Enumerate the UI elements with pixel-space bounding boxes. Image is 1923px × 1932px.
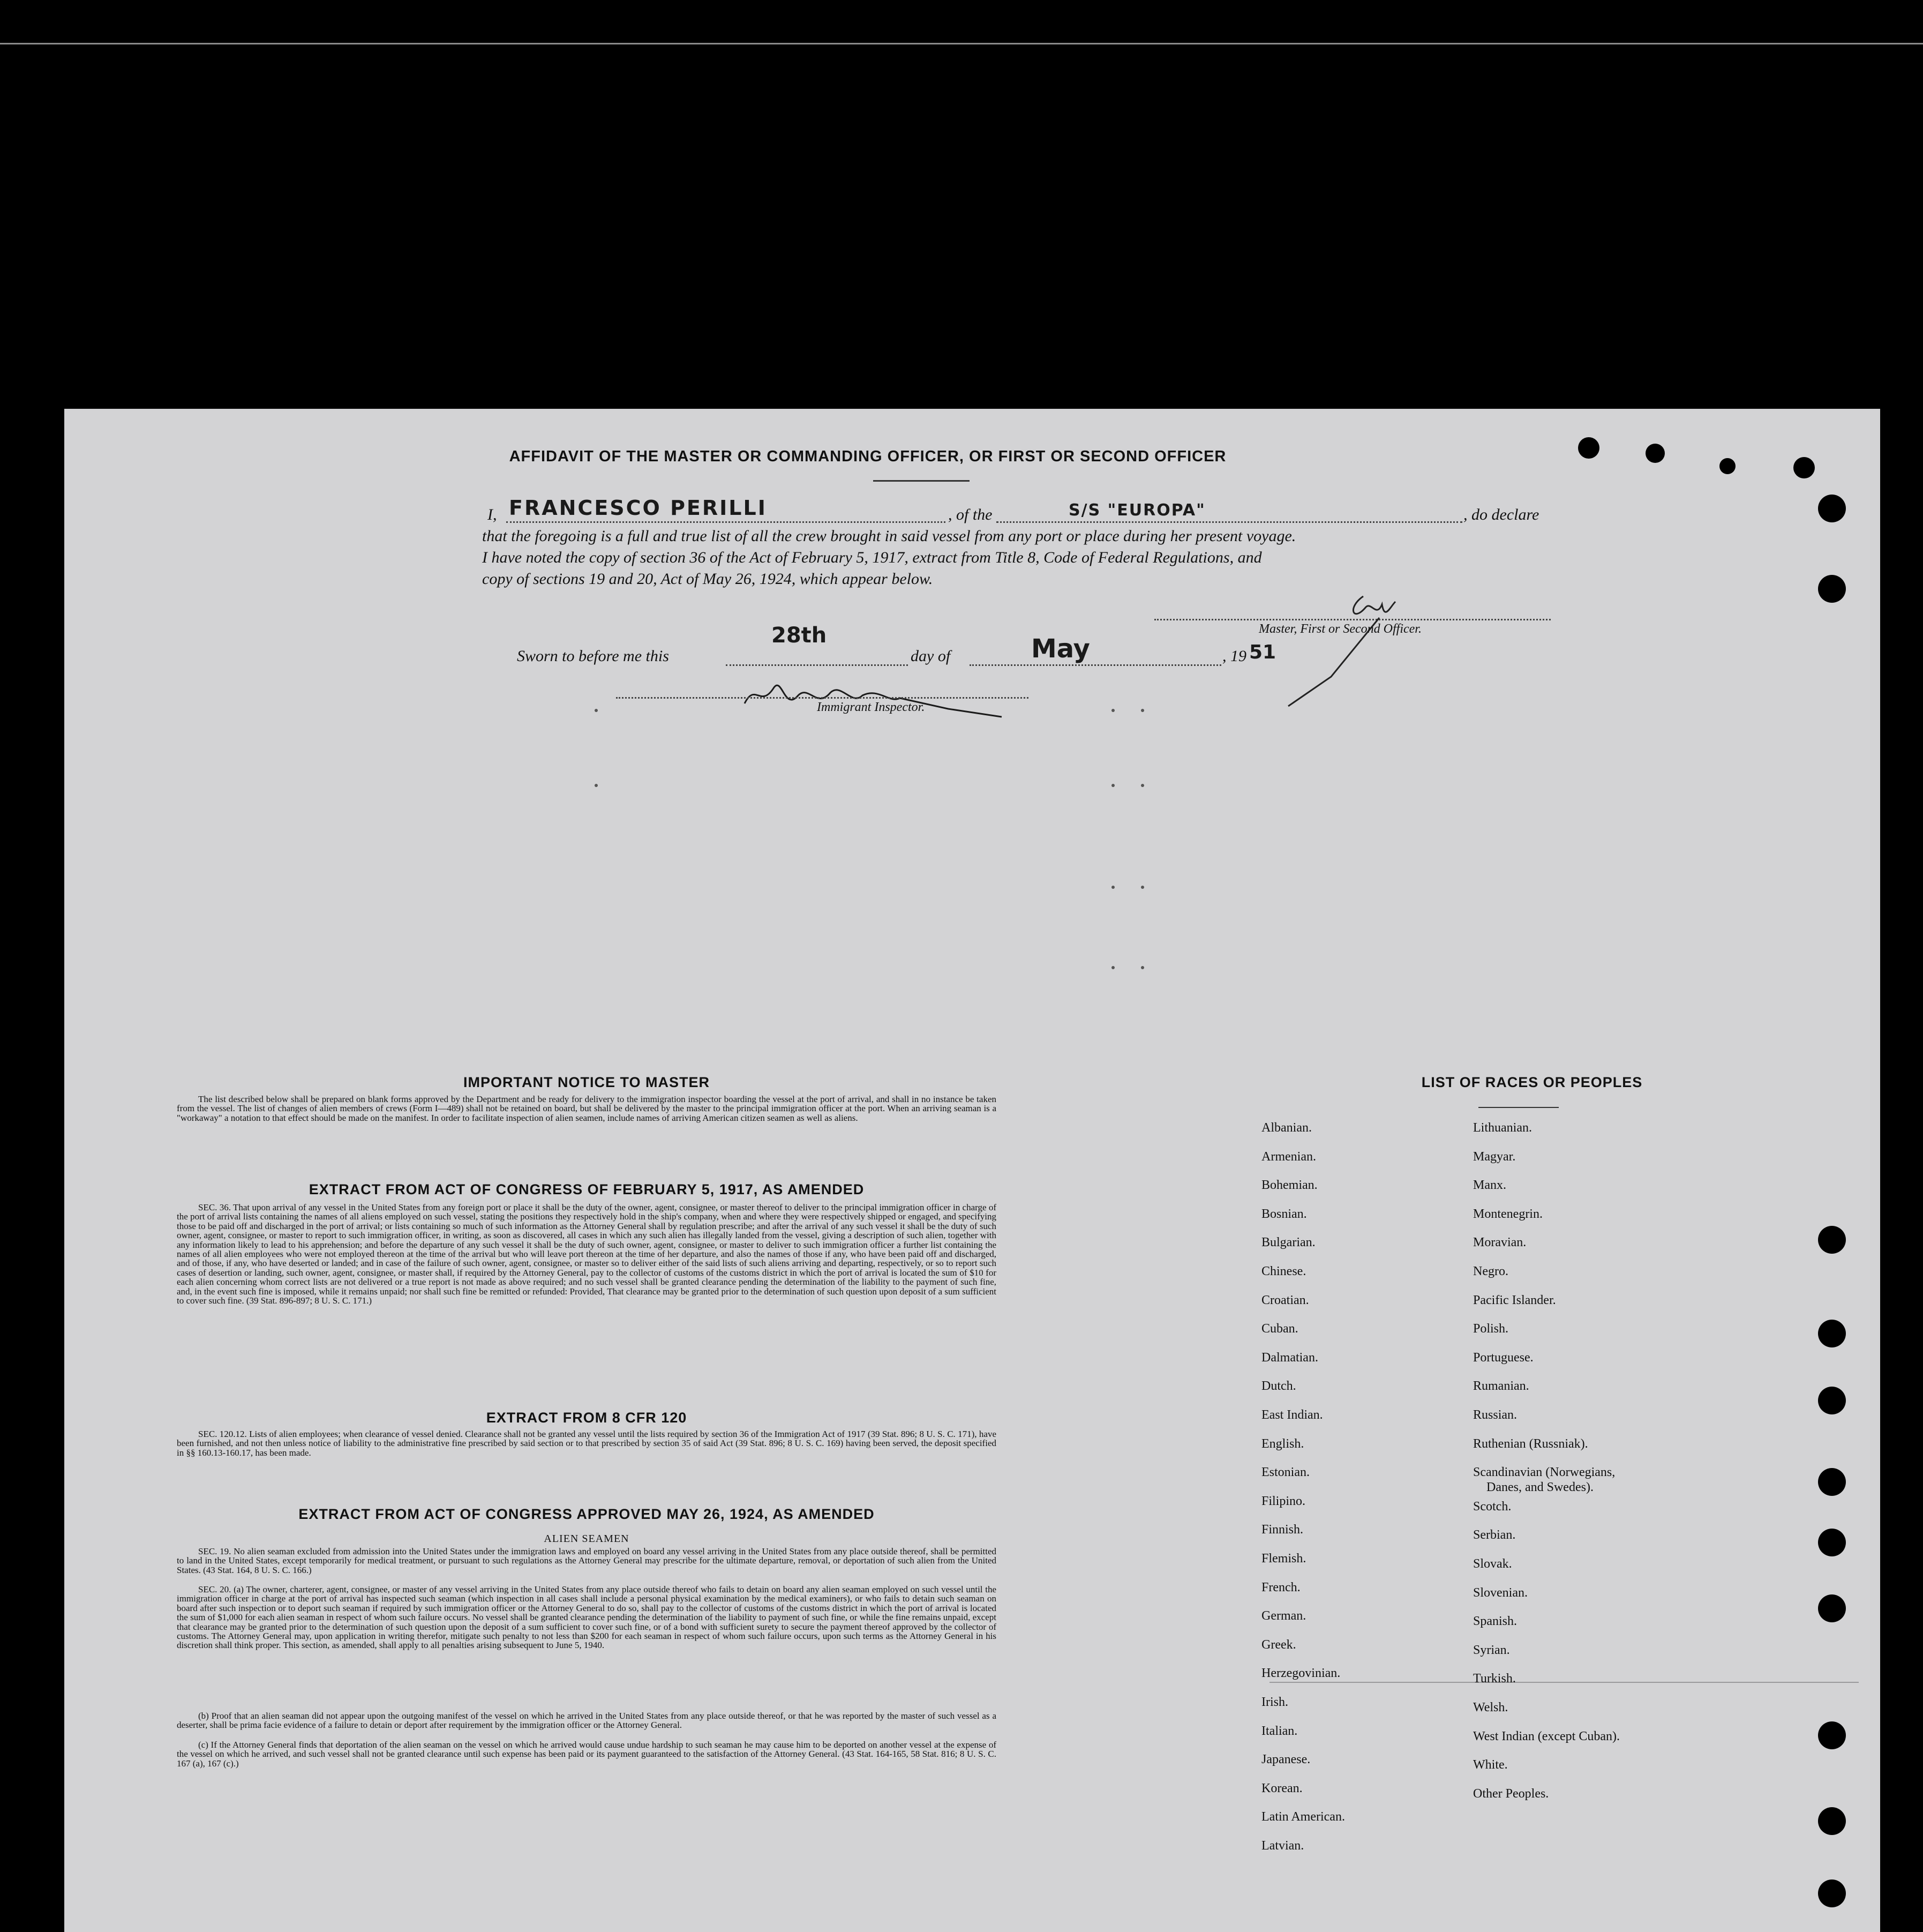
i-label: I, (487, 506, 497, 523)
race-item: Filipino. (1261, 1494, 1306, 1508)
officer-name-handwritten: FRANCESCO PERILLI (509, 496, 767, 520)
race-item: White. (1473, 1758, 1508, 1772)
declaration-line-3: I have noted the copy of section 36 of the Act of February 5, 1917, extract from Title 8, Code of Federal Regulations, and (482, 549, 1262, 566)
race-item: Estonian. (1261, 1465, 1310, 1480)
year-prefix: , 19 (1222, 647, 1246, 665)
sec19-body: SEC. 19. No alien seaman excluded from admission into the United States under the immigration laws and employed on board any vessel arriving in the United States from any place outside thereof, shall be permitted to land in the United States, except temporarily for medical treatment, or pursuant to such regulations as the Attorney General may prescribe for the ultimate departure, removal, or deportation of such alien from the United States. (43 Stat. 164, 8 U. S. C. 166.) (177, 1546, 996, 1575)
race-item: Bulgarian. (1261, 1235, 1316, 1250)
punch-hole-right-5 (1818, 1387, 1846, 1414)
bleed-through-mark (1141, 784, 1144, 787)
year-suffix: 51 (1249, 641, 1276, 663)
race-item: Dutch. (1261, 1379, 1296, 1394)
race-item: Lithuanian. (1473, 1121, 1532, 1135)
inspector-signature (723, 666, 1023, 725)
race-item: Pacific Islander. (1473, 1293, 1556, 1307)
race-item: Herzegovinian. (1261, 1666, 1341, 1681)
extract-1917-body: SEC. 36. That upon arrival of any vessel in the United States from any foreign port or place it shall be the duty of the owner, agent, consignee, or master thereof to deliver to the principal immigration officer in charge of the port of arrival lists containing the names of all aliens employed on such vessel, stating the positions they respectively hold in the ship's company, when and where they were respectively shipped or engaged, and specifying those to be paid off and discharged in the port of arrival; or lists containing so much of such information as the Attorney General shall by regulation prescribe; and after the arrival of any such vessel it shall be the duty of such owner, agent, consignee, or master to report to such immigration officer, in writing, as soon as discovered, all cases in which any such alien has illegally landed from the vessel, giving a description of such alien, together with any information likely to lead to his apprehension; and before the departure of any such vessel it shall be the duty of such owner, agent, consignee, or master to deliver to such immigration officer a further list containing the names of all alien employees who were not employed thereon at the time of the arrival but who will leave port thereon at the time of her departure, and also the names of those if any, who have been paid off and discharged, and of those, if any, who have deserted or landed; and in case of the failure of such owner, agent, consignee, or master so to deliver either of the said lists of such aliens arriving and departing, respectively, or so to report such cases of desertion or landing, such owner, agent, consignee, or master shall, if required by the Attorney General, pay to the collector of customs of the customs district in which the port of arrival is located the sum of $10 for each alien concerning whom correct lists are not delivered or a true report is not made as above required; and no such vessel shall be granted clearance pending the determination of the liability to the payment of such fine, and, in the event such fine is imposed, while it remains unpaid; nor shall such fine be remitted or refunded: Provided, That clearance may be granted prior to the determination of such question upon deposit of a sum sufficient to cover such fine. (39 Stat. 896-897; 8 U. S. C. 171.) (177, 1202, 996, 1306)
bleed-through-mark (595, 709, 598, 712)
race-item: Negro. (1473, 1264, 1508, 1278)
declaration-line-2: that the foregoing is a full and true list of all the crew brought in said vessel from any port or place during her present voyage. (482, 527, 1296, 545)
race-item: French. (1261, 1580, 1301, 1594)
extract-1917-title: EXTRACT FROM ACT OF CONGRESS OF FEBRUARY 5, 1917, AS AMENDED (309, 1181, 865, 1197)
race-item: Cuban. (1261, 1322, 1298, 1336)
punch-hole-right-1 (1818, 495, 1846, 522)
race-item: English. (1261, 1436, 1304, 1451)
race-item: Manx. (1473, 1178, 1506, 1193)
race-item: Bohemian. (1261, 1178, 1318, 1193)
vessel-line (996, 521, 1462, 523)
race-item: Scotch. (1473, 1499, 1512, 1514)
punch-hole-right-4 (1818, 1320, 1846, 1347)
bleed-through-mark (1111, 784, 1115, 787)
punch-hole-right-2 (1818, 575, 1846, 603)
race-item: Welsh. (1473, 1701, 1508, 1714)
document-sheet (64, 409, 1880, 1932)
sworn-label: Sworn to before me this (517, 647, 669, 665)
race-item: Italian. (1261, 1724, 1298, 1738)
race-item: Irish. (1261, 1695, 1288, 1709)
race-item: Serbian. (1473, 1528, 1516, 1542)
cfr-body: SEC. 120.12. Lists of alien employees; when clearance of vessel denied. Clearance shall not be granted any vessel until the lists required by section 36 of the Immigration Act of 1917 (39 Stat. 896; 8 U. S. C. 171), have been furnished, and not then unless notice of liability to the administrative fine prescribed by said section or to that prescribed by section 35 of said Act (39 Stat. 896; 8 U. S. C. 169) having been served, the deposit specified in §§ 160.13-160.17, has been made. (177, 1429, 996, 1458)
race-item: Dalmatian. (1261, 1350, 1318, 1365)
bleed-through-mark (1111, 709, 1115, 712)
sec20c-body: (c) If the Attorney General finds that deportation of the alien seaman on the vessel on which he arrived would cause undue hardship to such seaman he may cause him to be deported on another vessel at the expense of the vessel on which he arrived, and such vessel shall not be granted clearance until such expense has been paid or its payment guaranteed to the satisfaction of the Attorney General. (43 Stat. 164-165, 58 Stat. 816; 8 U. S. C. 167 (a), 167 (c).) (177, 1740, 996, 1769)
race-item: Japanese. (1261, 1753, 1311, 1767)
master-caption: Master, First or Second Officer. (1259, 622, 1422, 636)
race-item: Danes, and Swedes). (1486, 1480, 1594, 1495)
race-item: Chinese. (1261, 1264, 1306, 1278)
inspector-signature-line (616, 697, 1028, 699)
race-item: Ruthenian (Russniak). (1473, 1436, 1588, 1451)
race-item: German. (1261, 1609, 1306, 1623)
race-item: West Indian (except Cuban). (1473, 1729, 1620, 1743)
race-item: Russian. (1473, 1408, 1518, 1422)
cfr-title: EXTRACT FROM 8 CFR 120 (486, 1410, 687, 1426)
sworn-day: 28th (771, 623, 827, 648)
race-item: Moravian. (1473, 1235, 1527, 1250)
bleed-through-mark (1141, 966, 1144, 969)
bleed-through-mark (1111, 966, 1115, 969)
race-item: Other Peoples. (1473, 1786, 1549, 1801)
punch-hole-right-10 (1818, 1807, 1846, 1835)
sec20b-body: (b) Proof that an alien seaman did not appear upon the outgoing manifest of the vessel on which he arrived in the United States from any place outside thereof, or that he was reported by the master of such vessel as a deserter, shall be prima facie evidence of a failure to detain or deport after requirement by the immigration officer or the Attorney General. (177, 1711, 996, 1731)
punch-hole-right-8 (1818, 1594, 1846, 1622)
master-signature (1256, 586, 1433, 709)
extract-1924-title: EXTRACT FROM ACT OF CONGRESS APPROVED MAY 26, 1924, AS AMENDED (298, 1506, 875, 1522)
punch-hole-top-3 (1719, 458, 1736, 474)
race-item: Albanian. (1261, 1121, 1312, 1135)
bleed-through-mark (595, 784, 598, 787)
punch-hole-right-9 (1818, 1721, 1846, 1749)
race-item: Armenian. (1261, 1149, 1316, 1164)
bleed-through-line (1270, 1682, 1859, 1683)
affidavit-title: AFFIDAVIT OF THE MASTER OR COMMANDING OFFICER, OR FIRST OR SECOND OFFICER (509, 448, 1227, 465)
of-the-label: , of the (948, 506, 993, 523)
sec20-body: SEC. 20. (a) The owner, charterer, agent, consignee, or master of any vessel arriving in the United States from any place outside thereof who fails to detain on board any alien seaman employed on such vessel until the immigration officer in charge at the port of arrival has inspected such seaman (which inspection in all cases shall include a personal physical examination by the medical examiners), or who fails to detain such seaman on board after such inspection or to deport such seaman if required by such immigration officer or the Attorney General to do so, shall pay to the collector of customs of the customs district in which the port of arrival is located the sum of $1,000 for each alien seaman in respect of whom such failure occurs. No vessel shall be granted clearance pending the determination of the liability to payment of such fine, or while the fine remains unpaid, except that clearance may be granted prior to the determination of such question upon the deposit of a sum sufficient to cover such fine, or of a bond with sufficient surety to secure the payment thereof approved by the collector of customs. The Attorney General may, upon application in writing therefor, mitigate such penalty to not less than $200 for each seaman in respect of whom such failure occurs, upon such terms as the Attorney General in his discretion shall think proper. This section, as amended, shall apply to all penalties arising subsequent to June 5, 1940. (177, 1584, 996, 1651)
races-title: LIST OF RACES OR PEOPLES (1421, 1074, 1643, 1090)
notice-body: The list described below shall be prepared on blank forms approved by the Department and be ready for delivery to the immigration inspector boarding the vessel at the port of arrival, and shall in no instance be taken from the vessel. The list of changes of alien members of crews (Form I—489) shall not be retained on board, but shall be delivered by the master to the principal immigration officer at the port. When an arriving seaman is a "workaway" a notation to that effect should be made on the manifest. In order to facilitate inspection of alien seamen, include names of arriving American citizen seamen as well as aliens. (177, 1094, 996, 1123)
race-item: Scandinavian (Norwegians, (1473, 1465, 1616, 1480)
punch-hole-right-3 (1818, 1226, 1846, 1254)
title-divider (873, 480, 970, 482)
race-item: Montenegrin. (1473, 1207, 1543, 1221)
race-item: Turkish. (1473, 1672, 1516, 1686)
race-item: Bosnian. (1261, 1207, 1307, 1221)
punch-hole-right-7 (1818, 1529, 1846, 1556)
race-item: Finnish. (1261, 1523, 1304, 1537)
race-item: Polish. (1473, 1322, 1509, 1336)
race-item: Greek. (1261, 1637, 1296, 1652)
race-item: Flemish. (1261, 1552, 1306, 1566)
punch-hole-right-6 (1818, 1468, 1846, 1496)
race-item: Magyar. (1473, 1149, 1516, 1164)
inspector-caption: Immigrant Inspector. (817, 700, 925, 714)
race-item: Spanish. (1473, 1614, 1518, 1629)
race-item: Latin American. (1261, 1810, 1345, 1824)
declaration-line-4: copy of sections 19 and 20, Act of May 26, 1924, which appear below. (482, 570, 933, 588)
race-item: Korean. (1261, 1781, 1303, 1795)
officer-name-line (506, 521, 945, 523)
bleed-through-mark (1141, 886, 1144, 889)
race-item: East Indian. (1261, 1408, 1323, 1422)
race-item: Croatian. (1261, 1293, 1309, 1307)
race-item: Latvian. (1261, 1839, 1304, 1853)
scan-edge-line (0, 43, 1923, 44)
do-declare-label: , do declare (1463, 506, 1539, 523)
race-item: Slovenian. (1473, 1585, 1528, 1600)
punch-hole-top-4 (1793, 457, 1815, 478)
notice-title: IMPORTANT NOTICE TO MASTER (463, 1074, 710, 1090)
day-of-label: day of (911, 647, 951, 665)
punch-hole-right-11 (1818, 1879, 1846, 1907)
extract-1924-subtitle: ALIEN SEAMEN (544, 1533, 629, 1545)
race-item: Portuguese. (1473, 1350, 1534, 1365)
bleed-through-mark (1111, 886, 1115, 889)
race-item: Syrian. (1473, 1643, 1510, 1657)
bleed-through-mark (1141, 709, 1144, 712)
races-divider (1478, 1107, 1559, 1108)
sworn-month: May (1031, 634, 1090, 664)
vessel-name: S/S "EUROPA" (1069, 501, 1206, 520)
race-item: Rumanian. (1473, 1379, 1529, 1394)
race-item: Slovak. (1473, 1557, 1512, 1571)
